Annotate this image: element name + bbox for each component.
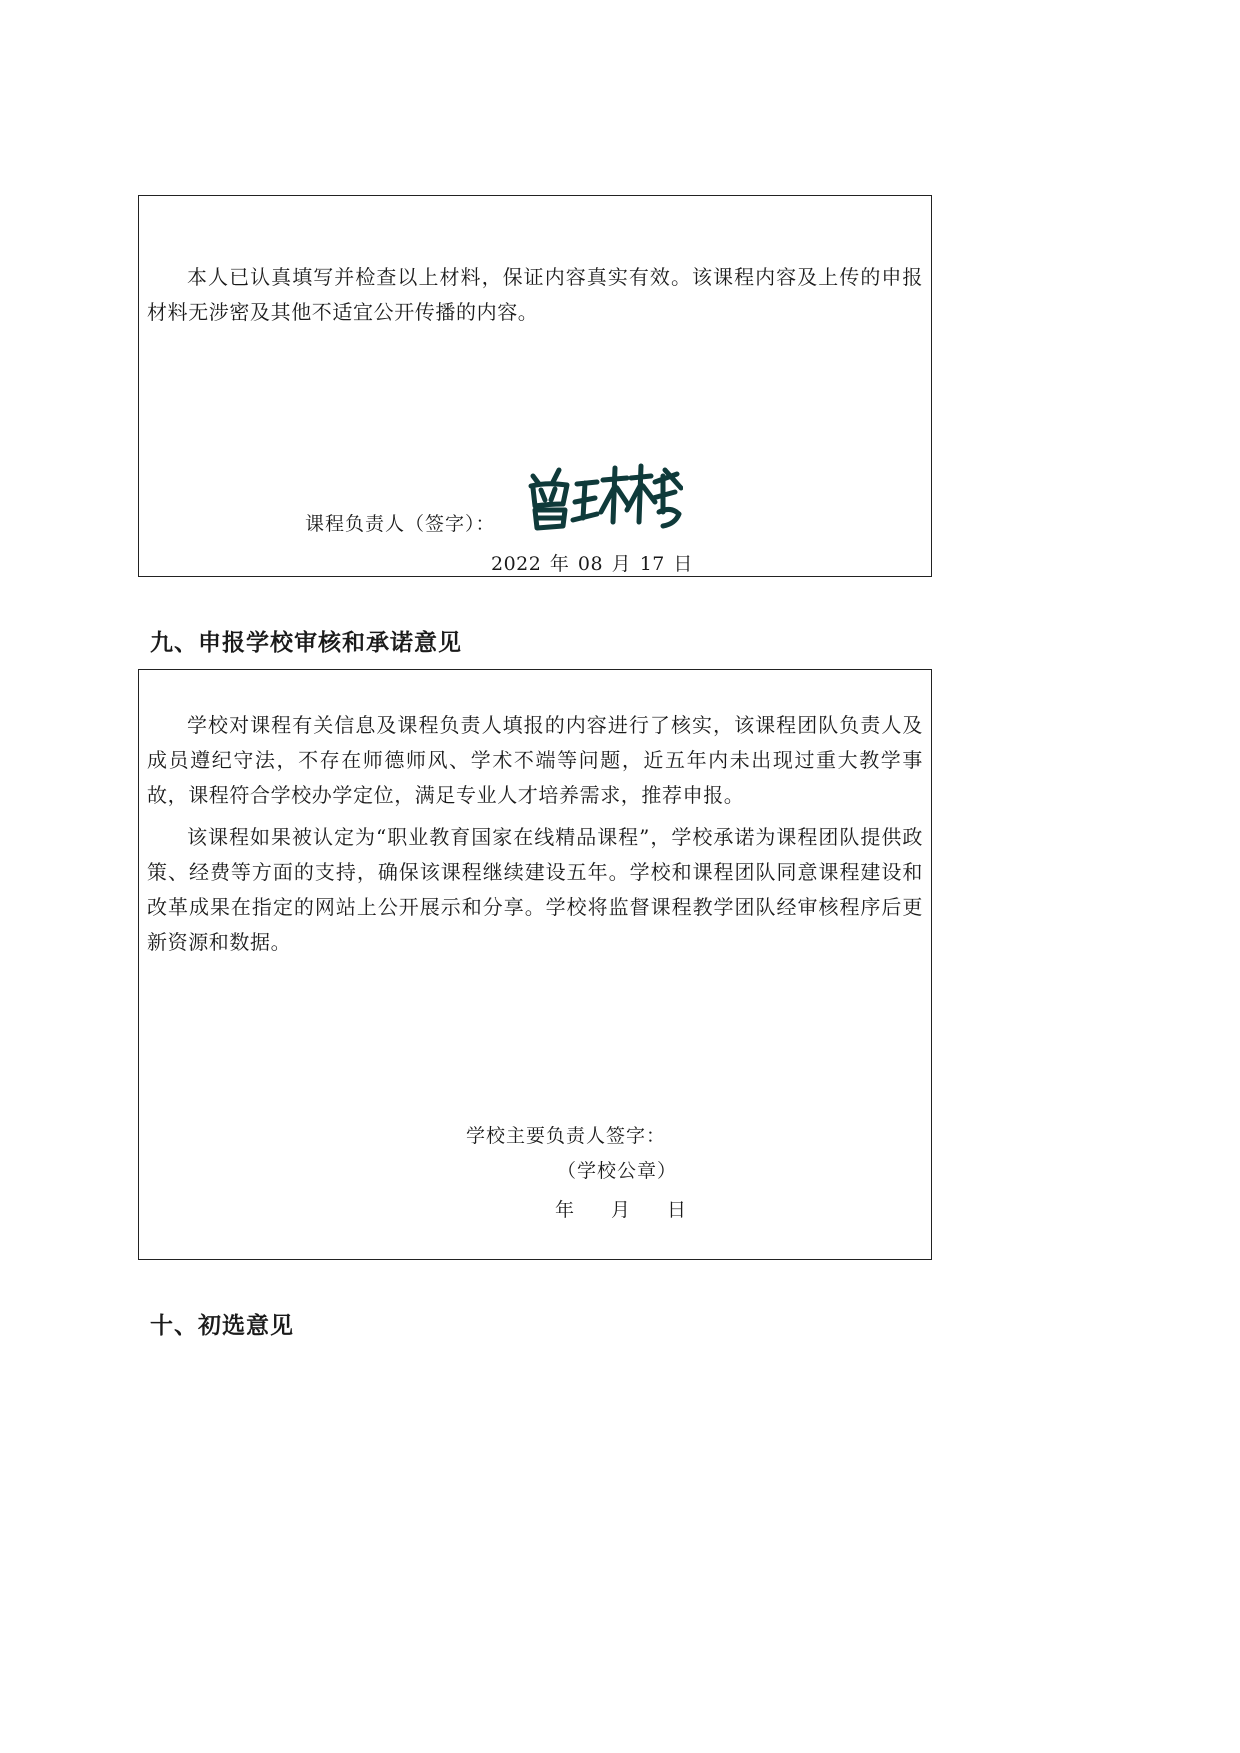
principal-signature-label: 学校主要负责人签字： [466,1125,667,1147]
school-review-paragraph-1: 学校对课程有关信息及课程负责人填报的内容进行了核实，该课程团队负责人及成员遵纪守法，不存在师德师风、学术不端等问题，近五年内未出现过重大教学事故，课程符合学校办学定位，满足专业人才培养需求，推荐申报。 [147,713,923,807]
section-10-title: 十、初选意见 [150,1313,294,1339]
school-review-box [138,669,932,1260]
school-review-paragraph-2: 该课程如果被认定为“职业教育国家在线精品课程”，学校承诺为课程团队提供政策、经费等方面的支持，确保该课程继续建设五年。学校和课程团队同意课程建设和改革成果在指定的网站上公开展示和分享。学校将监督课程教学团队经审核程序后更新资源和数据。 [147,825,923,954]
section-9-title: 九、申报学校审核和承诺意见 [150,630,462,656]
commitment-text: 本人已认真填写并检查以上材料，保证内容真实有效。该课程内容及上传的申报材料无涉密及其他不适宜公开传播的内容。 [147,265,923,324]
school-review-date [555,1195,723,1222]
commitment-box [138,195,932,577]
course-leader-signature-label: 课程负责人（签字）： [305,513,496,535]
commitment-date: 2022 年 08 月 17 日 [491,553,693,575]
date-month-label: 月 [611,1199,631,1221]
handwritten-signature [523,462,683,532]
date-year-label: 年 [555,1199,575,1221]
date-day-label: 日 [667,1199,687,1221]
school-seal-label: （学校公章） [557,1160,678,1182]
